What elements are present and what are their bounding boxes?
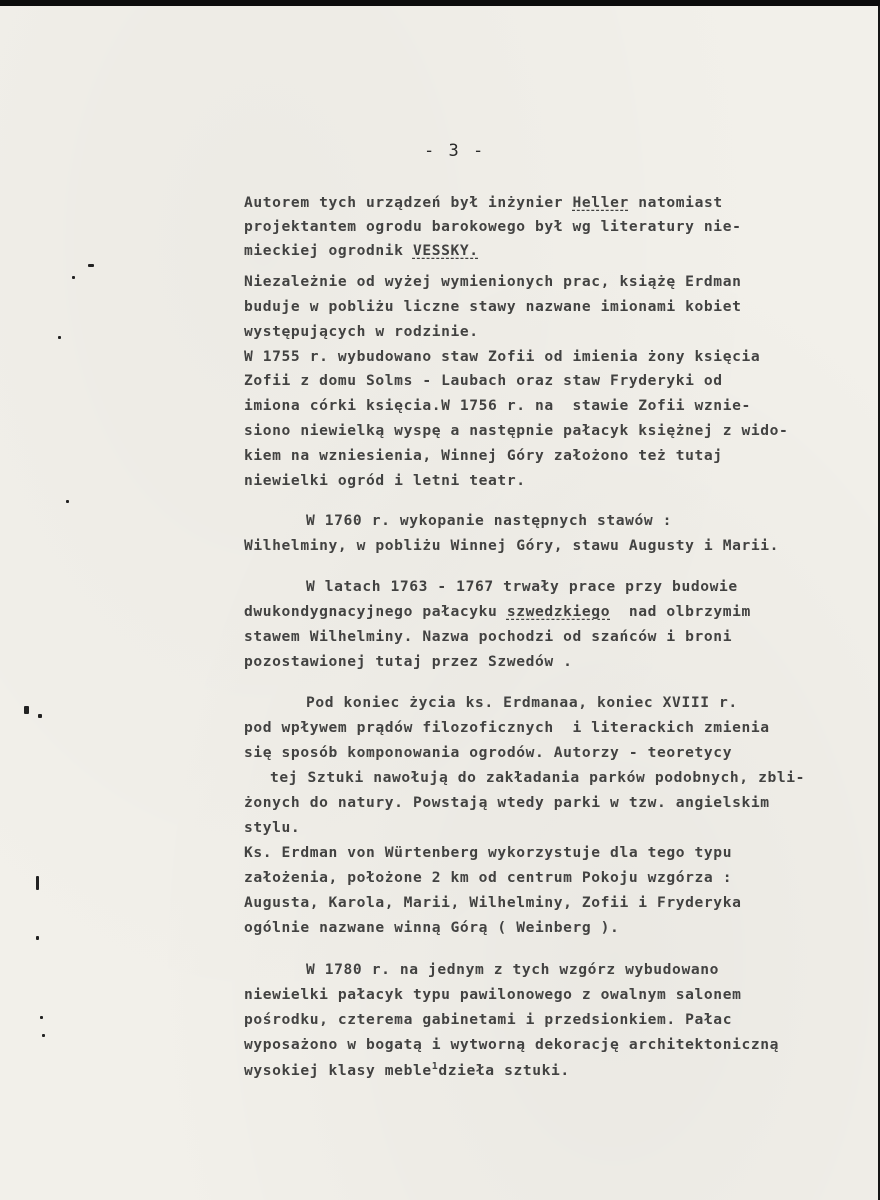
text-line: niewielki ogród i letni teatr. [244,472,526,489]
text-line: stylu. [244,819,301,836]
footnote-marker: 1 [431,1061,439,1072]
text-line: pod wpływem prądów filozoficznych i literackich zmienia [244,719,770,736]
page-number: - 3 - [424,141,486,161]
text-line: siono niewielką wyspę a następnie pałacyk księżnej z wido- [244,422,789,439]
text-line: tej Sztuki nawołują do zakładania parków podobnych, zbli- [270,769,806,786]
text-line: projektantem ogrodu barokowego był wg literatury nie- [244,218,742,235]
text-line: W 1780 r. na jednym z tych wzgórz wybudowano [306,961,719,978]
binding-hole-mark [88,264,94,267]
text-line: W 1755 r. wybudowano staw Zofii od imienia żony księcia [244,348,761,365]
binding-hole-mark [58,336,61,339]
binding-hole-mark [36,936,39,940]
text-line: Autorem tych urządzeń był inżynier Heller natomiast [244,194,723,211]
text-line: Augusta, Karola, Marii, Wilhelminy, Zofii i Fryderyka [244,894,742,911]
text-line: kiem na wzniesienia, Winnej Góry założono też tutaj [244,447,723,464]
typewritten-page [0,6,878,1200]
text-line: żonych do natury. Powstają wtedy parki w tzw. angielskim [244,794,770,811]
text-line: niewielki pałacyk typu pawilonowego z owalnym salonem [244,986,742,1003]
text-line: wyposażono w bogatą i wytworną dekorację architektoniczną [244,1036,780,1053]
binding-hole-mark [38,714,42,718]
text-line: Ks. Erdman von Würtenberg wykorzystuje dla tego typu [244,844,733,861]
text-line: Wilhelminy, w pobliżu Winnej Góry, stawu Augusty i Marii. [244,537,780,554]
underlined-name: szwedzkiego [506,603,611,620]
text-line: wysokiej klasy meble$^1$dzieła sztuki. [244,1061,570,1079]
text-line: się sposób komponowania ogrodów. Autorzy - teoretycy [244,744,733,761]
binding-hole-mark [72,276,75,279]
binding-hole-mark [66,500,69,503]
text-line: stawem Wilhelminy. Nazwa pochodzi od szańców i broni [244,628,733,645]
text-line: Pod koniec życia ks. Erdmanaa, koniec XVIII r. [306,694,738,711]
text-line: W latach 1763 - 1767 trwały prace przy budowie [306,578,738,595]
text-line: W 1760 r. wykopanie następnych stawów : [306,512,673,529]
text-line: występujących w rodzinie. [244,323,479,340]
binding-hole-mark [42,1034,45,1037]
text-line: ogólnie nazwane winną Górą ( Weinberg ). [244,919,620,936]
binding-hole-mark [24,706,29,714]
text-line: dwukondygnacyjnego pałacyku szwedzkiego nad olbrzymim [244,603,751,620]
text-line: pozostawionej tutaj przez Szwedów . [244,653,573,670]
text-line: założenia, położone 2 km od centrum Pokoju wzgórza : [244,869,733,886]
text-line: pośrodku, czterema gabinetami i przedsionkiem. Pałac [244,1011,733,1028]
binding-hole-mark [36,876,39,890]
underlined-name: VESSKY. [412,242,479,259]
text-line: buduje w pobliżu liczne stawy nazwane imionami kobiet [244,298,742,315]
text-line: mieckiej ogrodnik VESSKY. [244,242,479,259]
binding-hole-mark [40,1016,43,1019]
text-line: imiona córki księcia.W 1756 r. na stawie Zofii wznie- [244,397,751,414]
text-line: Niezależnie od wyżej wymienionych prac, książę Erdman [244,273,742,290]
underlined-name: Heller [572,194,629,211]
text-line: Zofii z domu Solms - Laubach oraz staw Fryderyki od [244,372,723,389]
